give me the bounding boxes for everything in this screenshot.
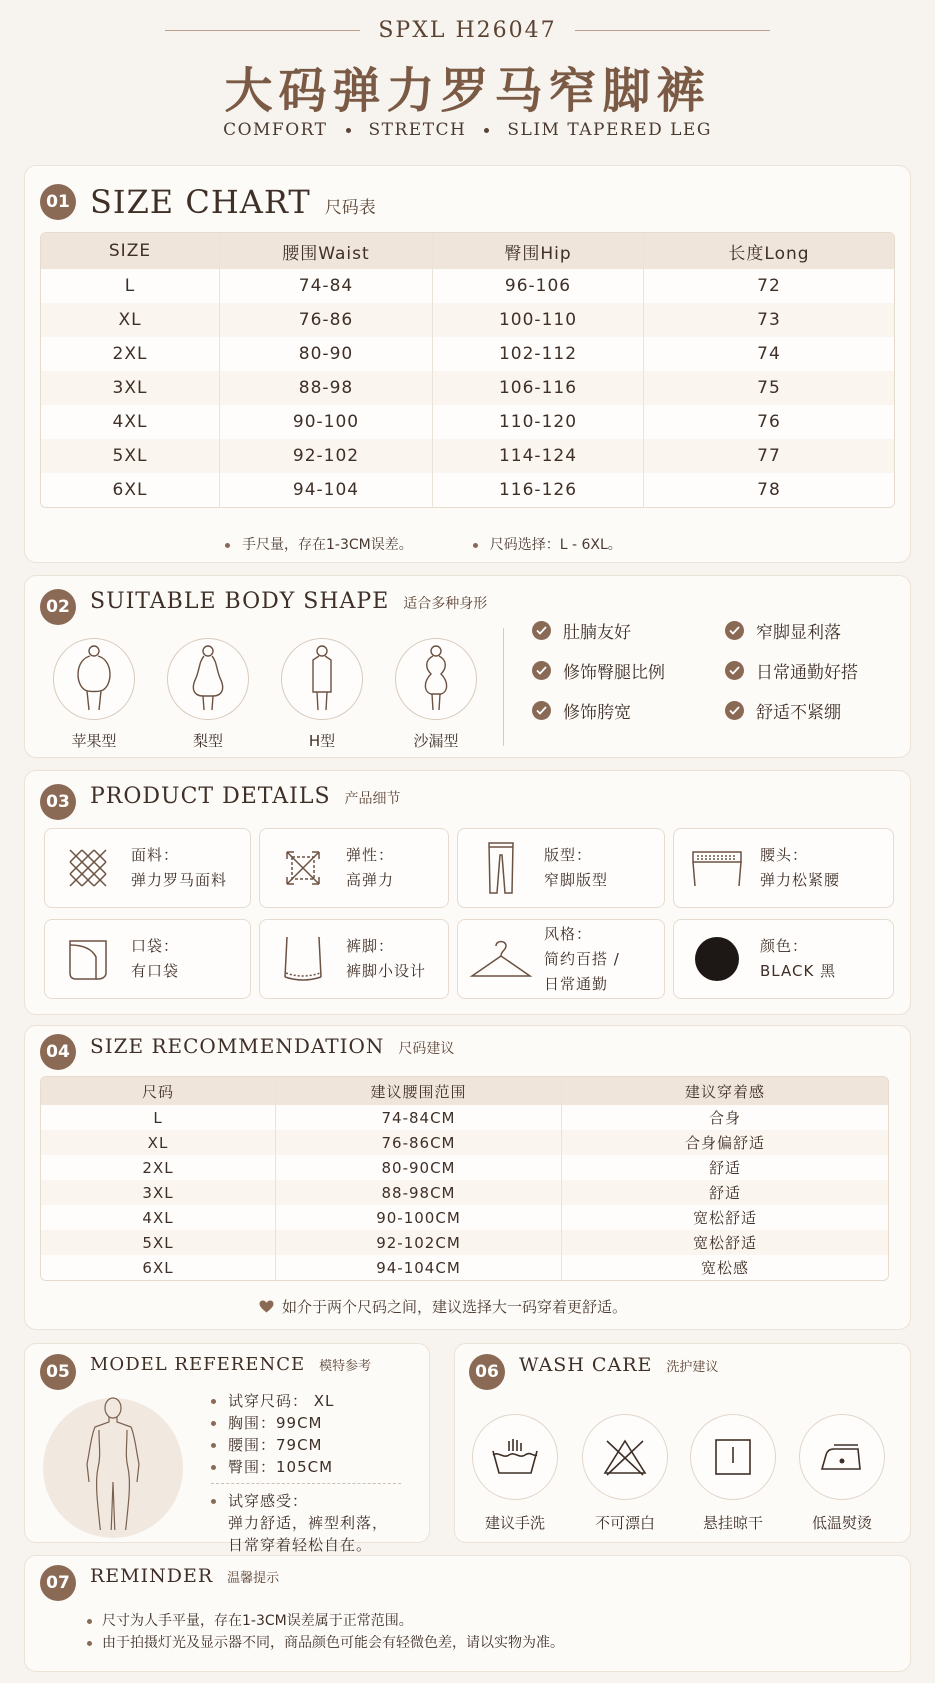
detail-waistband (673, 828, 894, 908)
detail-style (457, 919, 665, 999)
wash-label: 不可漂白 (594, 1514, 655, 1532)
note-item (473, 534, 622, 554)
bullet-dot (211, 1399, 216, 1404)
table-row (41, 1205, 888, 1230)
table-cell: 4XL (41, 405, 220, 439)
table-row (41, 1130, 888, 1155)
table-cell: 88-98CM (276, 1180, 562, 1205)
table-cell: 宽松舒适 (692, 1209, 757, 1227)
table-cell: 94-104 (220, 473, 433, 507)
model-specs (211, 1390, 334, 1478)
size-notes (225, 534, 622, 554)
detail-color (673, 919, 894, 999)
product-code-row (0, 18, 935, 43)
table-cell: 76-86 (220, 303, 433, 337)
fabric-weave-icon (45, 844, 131, 892)
benefit-text: 舒适不紧绷 (756, 703, 841, 723)
benefit-item (725, 658, 858, 683)
table-cell: 88-98 (220, 371, 433, 405)
detail-value: 弹力松紧腰 (760, 871, 841, 889)
model-feel-line: 弹力舒适，裤型利落， (228, 1514, 389, 1532)
column-header: 建议腰围范围 (276, 1077, 562, 1105)
detail-value: 弹力罗马面料 (131, 871, 228, 889)
tagline-dot (484, 128, 489, 133)
body-shape-pear (165, 638, 251, 751)
table-row (41, 371, 894, 405)
hanger-icon (458, 936, 544, 982)
reminder-line-text: 由于拍摄灯光及显示器不同，商品颜色可能会有轻微色差，请以实物为准。 (102, 1635, 564, 1651)
table-cell: 80-90CM (276, 1155, 562, 1180)
bullet-dot (87, 1619, 92, 1624)
model-spec (211, 1412, 334, 1434)
model-feel-title-text: 试穿感受： (228, 1492, 309, 1510)
h-shape-icon (281, 638, 363, 720)
detail-value: 高弹力 (346, 871, 395, 889)
bullet-dot (211, 1443, 216, 1448)
column-header: 尺码 (41, 1077, 276, 1105)
detail-value: BLACK 黑 (760, 962, 837, 980)
table-row (41, 1180, 888, 1205)
section-header (40, 1565, 279, 1601)
section-title: REMINDER (90, 1565, 214, 1587)
hand-wash-icon (472, 1414, 558, 1500)
benefit-item (532, 658, 665, 683)
low-iron-icon (799, 1414, 885, 1500)
detail-stretch (259, 828, 449, 908)
model-silhouette-icon (43, 1390, 183, 1530)
table-cell: 舒适 (708, 1159, 741, 1177)
table-row (41, 303, 894, 337)
check-icon (532, 701, 551, 720)
tagline-dot (346, 128, 351, 133)
column-header: 长度Long (728, 243, 810, 264)
detail-label: 颜色： (760, 937, 809, 955)
size-recommendation-card (24, 1025, 911, 1330)
table-cell: 5XL (41, 439, 220, 473)
section-header (40, 1034, 454, 1070)
table-row (41, 439, 894, 473)
section-header (40, 1354, 371, 1390)
table-cell: 94-104CM (276, 1255, 562, 1280)
table-cell: 102-112 (433, 337, 644, 371)
section-title: MODEL REFERENCE (90, 1354, 306, 1375)
detail-value: 日常通勤 (544, 974, 609, 993)
pocket-icon (45, 935, 131, 983)
section-number: 04 (40, 1034, 76, 1070)
column-header: 建议穿着感 (684, 1082, 765, 1101)
model-spec-text: 胸围：99CM (228, 1414, 323, 1432)
table-cell: 74-84 (220, 269, 433, 303)
table-cell: 72 (757, 276, 781, 296)
wash-item (689, 1414, 777, 1533)
shape-label: 苹果型 (71, 732, 117, 750)
table-cell: 74 (757, 344, 781, 364)
table-cell: XL (41, 1130, 276, 1155)
model-spec (211, 1456, 334, 1478)
model-spec (211, 1390, 334, 1412)
table-cell: 80-90 (220, 337, 433, 371)
table-cell: 73 (757, 310, 781, 330)
detail-label: 弹性： (346, 846, 395, 864)
dashed-divider (211, 1483, 401, 1484)
table-cell: 100-110 (433, 303, 644, 337)
note-text: 尺码选择：L - 6XL。 (489, 537, 622, 553)
size-chart-table (40, 232, 895, 508)
body-shape-h (279, 638, 365, 751)
check-icon (532, 661, 551, 680)
section-subtitle: 温馨提示 (227, 1571, 280, 1586)
table-cell: 3XL (41, 371, 220, 405)
body-shape-card (24, 575, 911, 758)
product-title: 大码弹力罗马窄脚裤 (224, 63, 711, 119)
benefit-item (725, 698, 841, 723)
section-header (40, 183, 376, 221)
table-cell: 76 (757, 412, 781, 432)
table-cell: 宽松感 (700, 1259, 749, 1277)
table-row (41, 1230, 888, 1255)
model-feel (211, 1490, 388, 1556)
table-cell: 75 (757, 378, 781, 398)
shape-label: H型 (308, 732, 336, 750)
section-title: SUITABLE BODY SHAPE (90, 589, 390, 614)
benefit-text: 肚腩友好 (563, 623, 631, 643)
check-icon (532, 621, 551, 640)
benefit-item (725, 618, 841, 643)
section-subtitle: 适合多种身形 (403, 596, 488, 612)
detail-fabric (44, 828, 251, 908)
reminder-line (87, 1610, 564, 1632)
reminder-list (87, 1610, 564, 1654)
detail-hem (259, 919, 449, 999)
section-number: 06 (469, 1354, 505, 1390)
detail-label: 口袋： (131, 937, 180, 955)
hourglass-shape-icon (395, 638, 477, 720)
product-code: SPXL H26047 (378, 18, 557, 43)
body-shape-hourglass (393, 638, 479, 751)
section-number: 07 (40, 1565, 76, 1601)
table-row (41, 1105, 888, 1130)
table-cell: 90-100CM (276, 1205, 562, 1230)
detail-label: 面料： (131, 846, 180, 864)
section-subtitle: 模特参考 (319, 1359, 372, 1374)
model-spec-text: 腰围：79CM (228, 1436, 323, 1454)
reminder-line-text: 尺寸为人手平量，存在1-3CM误差属于正常范围。 (102, 1613, 413, 1629)
wash-item (581, 1414, 669, 1533)
table-row (41, 405, 894, 439)
benefit-text: 修饰胯宽 (563, 703, 631, 723)
table-cell: 90-100 (220, 405, 433, 439)
model-spec-text: 臀围：105CM (228, 1458, 334, 1476)
table-cell: XL (41, 303, 220, 337)
model-spec (211, 1434, 334, 1456)
reminder-line (87, 1632, 564, 1654)
benefit-text: 修饰臀腿比例 (563, 663, 665, 683)
section-title: WASH CARE (519, 1354, 653, 1376)
section-header (40, 589, 487, 625)
table-cell: L (41, 269, 220, 303)
table-row (41, 1255, 888, 1280)
wash-item (798, 1414, 886, 1533)
section-subtitle: 产品细节 (344, 791, 401, 807)
section-number: 02 (40, 589, 76, 625)
model-spec-text: 试穿尺码： XL (228, 1392, 335, 1410)
table-cell: 116-126 (433, 473, 644, 507)
tapered-pants-icon (458, 839, 544, 897)
bullet-dot (211, 1465, 216, 1470)
size-tip-text: 如介于两个尺码之间，建议选择大一码穿着更舒适。 (282, 1298, 628, 1316)
body-shape-apple (51, 638, 137, 751)
table-row (41, 1155, 888, 1180)
shape-label: 梨型 (192, 732, 223, 750)
table-cell: 76-86CM (276, 1130, 562, 1155)
wash-label: 建议手洗 (484, 1514, 545, 1532)
bullet-dot (473, 543, 478, 548)
table-cell: 2XL (41, 1155, 276, 1180)
bullet-dot (211, 1421, 216, 1426)
section-number: 03 (40, 784, 76, 820)
section-title: SIZE RECOMMENDATION (90, 1034, 385, 1058)
table-cell: 合身偏舒适 (684, 1134, 765, 1152)
tagline-item: STRETCH (368, 120, 467, 140)
detail-value: 简约百搭 / (544, 949, 620, 968)
divider-line (165, 30, 360, 31)
bullet-dot (211, 1499, 216, 1504)
section-subtitle: 尺码表 (324, 198, 376, 218)
table-cell: 5XL (41, 1230, 276, 1255)
reminder-card (24, 1555, 911, 1672)
section-title: PRODUCT DETAILS (90, 784, 331, 809)
table-cell: 6XL (41, 1255, 276, 1280)
detail-pocket (44, 919, 251, 999)
section-subtitle: 洗护建议 (666, 1360, 719, 1375)
table-cell: 92-102 (220, 439, 433, 473)
section-subtitle: 尺码建议 (398, 1041, 455, 1057)
table-cell: 4XL (41, 1205, 276, 1230)
detail-label: 风格： (544, 924, 593, 943)
benefit-text: 窄脚显利落 (756, 623, 841, 643)
table-cell: 2XL (41, 337, 220, 371)
no-bleach-icon (582, 1414, 668, 1500)
table-cell: 78 (757, 480, 781, 500)
bullet-dot (87, 1641, 92, 1646)
table-cell: 宽松舒适 (692, 1234, 757, 1252)
tagline-item: COMFORT (223, 120, 328, 140)
divider-line (575, 30, 770, 31)
model-figure (43, 1398, 183, 1538)
black-color-swatch-icon (674, 937, 760, 981)
table-row (41, 269, 894, 303)
page-header (0, 0, 935, 160)
table-cell: 77 (757, 446, 781, 466)
bullet-dot (225, 543, 230, 548)
table-cell: 合身 (708, 1109, 741, 1127)
check-icon (725, 661, 744, 680)
table-cell: 106-116 (433, 371, 644, 405)
column-header: 臀围Hip (433, 233, 644, 269)
note-item (225, 534, 413, 554)
detail-value: 有口袋 (131, 962, 180, 980)
wash-item (471, 1414, 559, 1533)
table-header-row (41, 233, 894, 269)
table-cell: 舒适 (708, 1184, 741, 1202)
model-reference-card (24, 1343, 430, 1554)
apple-shape-icon (53, 638, 135, 720)
detail-label: 裤脚： (346, 937, 395, 955)
pear-shape-icon (167, 638, 249, 720)
benefit-item (532, 698, 631, 723)
benefit-text: 日常通勤好搭 (756, 663, 858, 683)
section-number: 05 (40, 1354, 76, 1390)
table-cell: 3XL (41, 1180, 276, 1205)
check-icon (725, 701, 744, 720)
table-cell: 114-124 (433, 439, 644, 473)
size-tip (259, 1296, 627, 1317)
model-feel-title (211, 1490, 388, 1512)
detail-value: 窄脚版型 (544, 871, 609, 889)
stretch-arrows-icon (260, 844, 346, 892)
check-icon (725, 621, 744, 640)
table-cell: 92-102CM (276, 1230, 562, 1255)
product-details-card (24, 770, 911, 1015)
model-feel-line: 日常穿着轻松自在。 (228, 1536, 373, 1554)
section-header (40, 784, 401, 820)
table-cell: 74-84CM (276, 1105, 562, 1130)
table-cell: 96-106 (433, 269, 644, 303)
detail-label: 版型： (544, 846, 593, 864)
size-chart-card (24, 165, 911, 563)
benefit-item (532, 618, 631, 643)
section-number: 01 (40, 184, 76, 220)
table-row (41, 473, 894, 507)
tagline (0, 120, 935, 140)
shape-label: 沙漏型 (413, 732, 459, 750)
detail-label: 腰头： (760, 846, 809, 864)
table-cell: 110-120 (433, 405, 644, 439)
wash-label: 低温熨烫 (811, 1514, 872, 1532)
table-cell: L (41, 1105, 276, 1130)
elastic-waistband-icon (674, 846, 760, 890)
detail-fit (457, 828, 665, 908)
column-header: 腰围Waist (220, 233, 433, 269)
detail-value: 裤脚小设计 (346, 962, 427, 980)
column-header: SIZE (41, 233, 220, 269)
table-header-row (41, 1077, 888, 1105)
note-text: 手尺量，存在1-3CM误差。 (242, 537, 413, 553)
size-recommendation-table (40, 1076, 889, 1281)
vertical-divider (503, 628, 504, 746)
section-header (469, 1354, 718, 1390)
section-title: SIZE CHART (90, 183, 311, 221)
wash-label: 悬挂晾干 (702, 1514, 763, 1532)
table-cell: 6XL (41, 473, 220, 507)
line-dry-icon (690, 1414, 776, 1500)
hem-icon (260, 933, 346, 985)
tagline-item: SLIM TAPERED LEG (507, 120, 712, 140)
wash-care-card (454, 1343, 911, 1543)
heart-icon (259, 1300, 274, 1313)
table-row (41, 337, 894, 371)
